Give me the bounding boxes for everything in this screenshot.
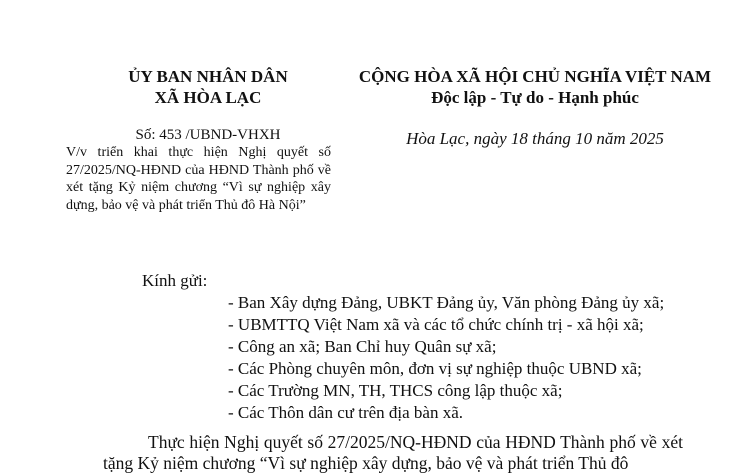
issuing-agency-header [88, 66, 328, 108]
national-motto: Độc lập - Tự do - Hạnh phúc [431, 88, 639, 107]
document-number: Số: 453 /UBND-VHXH [135, 127, 281, 143]
recipient-item: - Các Thôn dân cư trên địa bàn xã. [228, 403, 464, 422]
recipient-list [228, 292, 748, 424]
salutation: Kính gửi: [142, 271, 208, 290]
national-header [330, 66, 740, 108]
recipient-item: - Các Phòng chuyên môn, đơn vị sự nghiệp thuộc UBND xã; [228, 359, 642, 378]
recipient-item: - Các Trường MN, TH, THCS công lập thuộc xã; [228, 381, 563, 400]
document-date: Hòa Lạc, ngày 18 tháng 10 năm 2025 [406, 129, 664, 148]
document-subject: V/v triển khai thực hiện Nghị quyết số 27/2025/NQ-HĐND của HĐND Thành phố về xét tặng Kỷ niệm chương “Vì sự nghiệp xây dựng, bảo vệ và phát triển Thủ đô Hà Nội” [66, 145, 331, 213]
body-paragraph: Thực hiện Nghị quyết số 27/2025/NQ-HĐND của HĐND Thành phố về xét tặng Kỷ niệm chương “Vì sự nghiệp xây dựng, bảo vệ và phát triển Thủ đô [103, 432, 683, 473]
national-title: CỘNG HÒA XÃ HỘI CHỦ NGHĨA VIỆT NAM [358, 67, 712, 86]
recipient-item: - Công an xã; Ban Chỉ huy Quân sự xã; [228, 337, 497, 356]
agency-name-line2: XÃ HÒA LẠC [154, 88, 262, 107]
agency-name-line1: ỦY BAN NHÂN DÂN [128, 67, 288, 86]
recipient-item: - Ban Xây dựng Đảng, UBKT Đảng ủy, Văn phòng Đảng ủy xã; [228, 293, 665, 312]
recipient-item: - UBMTTQ Việt Nam xã và các tổ chức chính trị - xã hội xã; [228, 315, 644, 334]
